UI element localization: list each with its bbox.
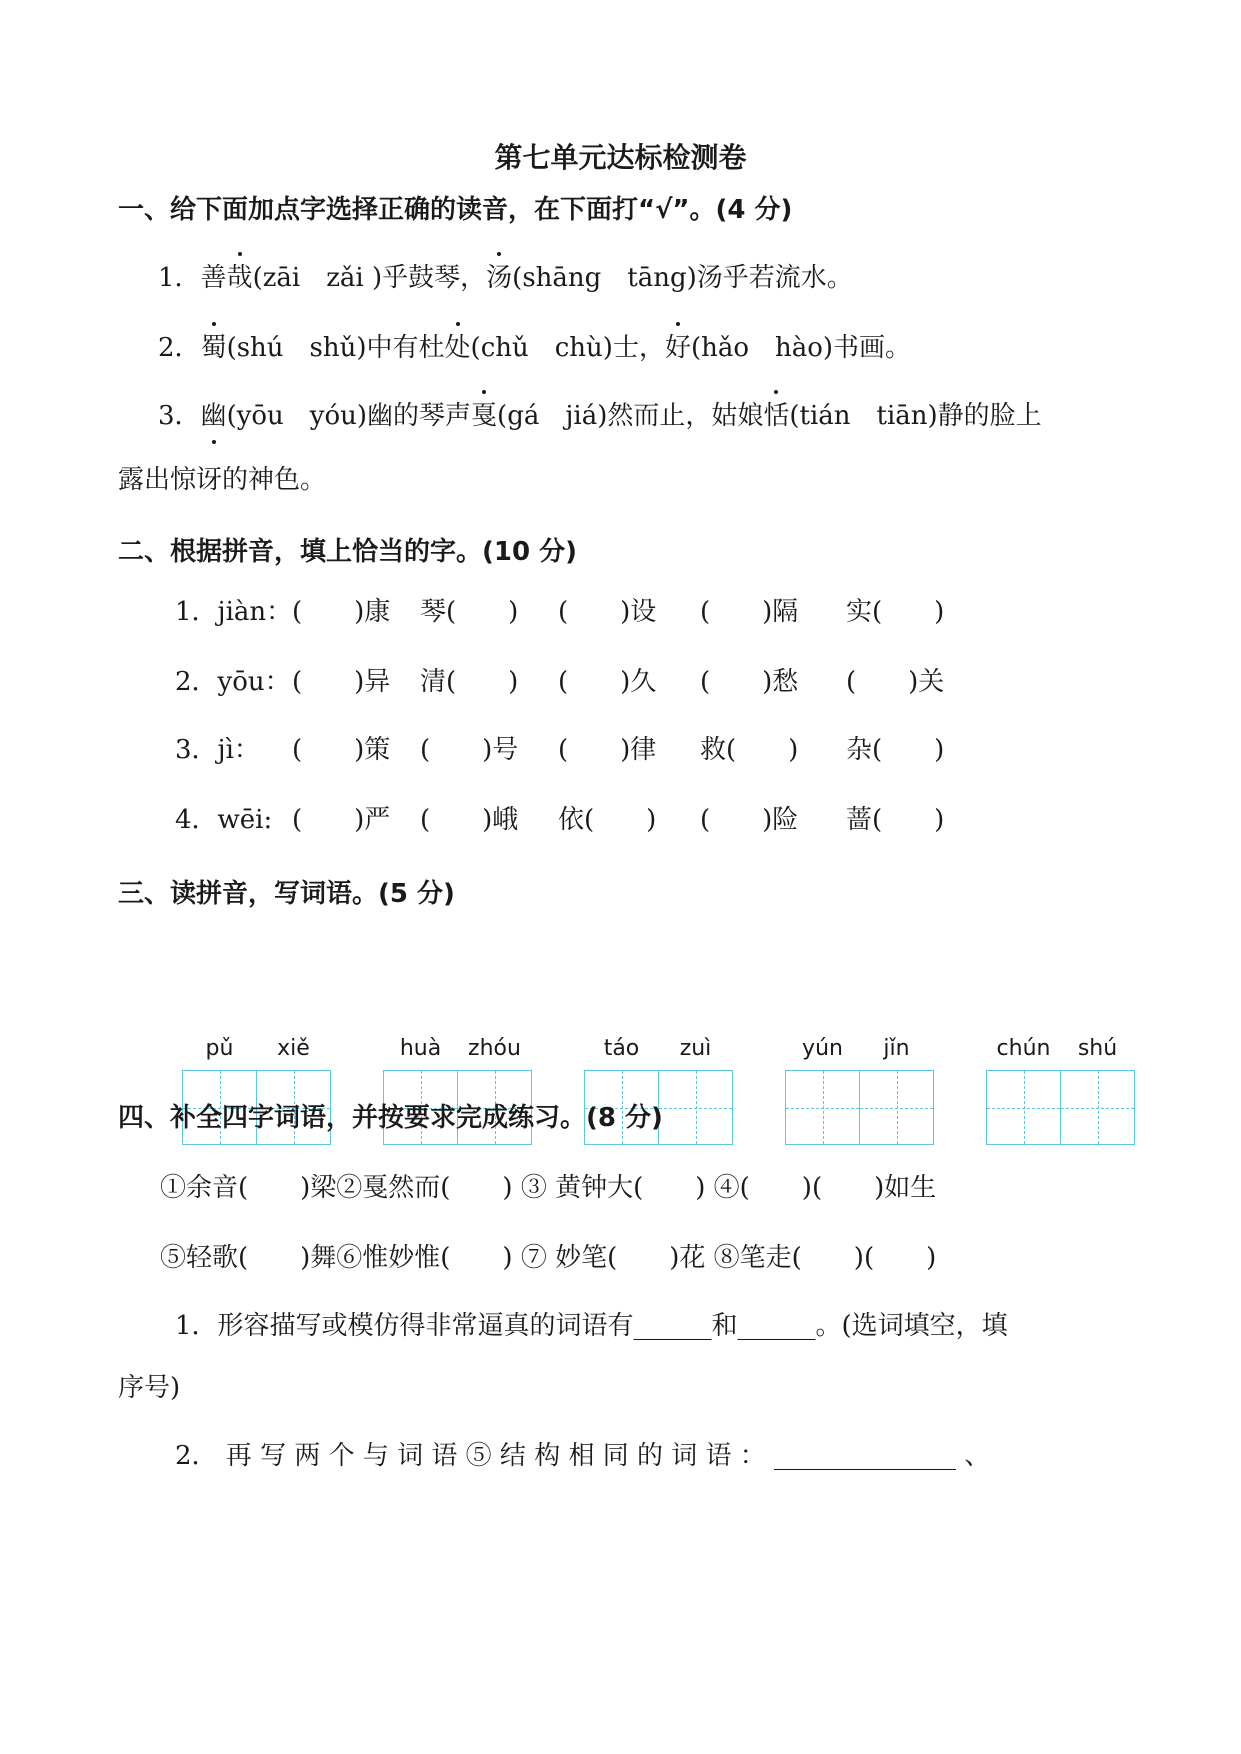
guide-line-horizontal bbox=[659, 1108, 732, 1109]
fill-blank-cell[interactable]: 蔷( ) bbox=[846, 805, 945, 835]
idiom-row-2: ⑤轻歌( )舞⑥惟妙惟( ) ⑦ 妙笔( )花 ⑧笔走( )( ) bbox=[160, 1243, 937, 1273]
fill-blank-cell[interactable]: ( )隔 bbox=[700, 597, 799, 627]
s1-line-3 bbox=[158, 396, 1042, 436]
s1-line-2 bbox=[158, 328, 911, 368]
s1-l3-text-c: (gá jiá)然而止，姑娘 bbox=[497, 401, 764, 431]
section-3-heading bbox=[118, 874, 455, 914]
guide-line-horizontal bbox=[860, 1108, 933, 1109]
fill-blank-cell[interactable]: ( )险 bbox=[700, 805, 799, 835]
pinyin-label: shú bbox=[1077, 1036, 1118, 1061]
pinyin-label: huà bbox=[399, 1036, 442, 1061]
fill-blank-cell[interactable]: ( )号 bbox=[420, 735, 519, 765]
writing-box[interactable] bbox=[785, 1070, 860, 1145]
question-1-cont: 序号) bbox=[118, 1373, 181, 1403]
fill-row-label: 2．yōu： bbox=[175, 667, 291, 697]
fill-blank-cell[interactable]: ( )设 bbox=[558, 597, 657, 627]
dotted-char: 戛 bbox=[471, 396, 497, 436]
fill-blank-cell[interactable]: 依( ) bbox=[558, 805, 657, 835]
fill-blank-cell[interactable]: 杂( ) bbox=[846, 735, 945, 765]
s1-line-4: 露出惊讶的神色。 bbox=[118, 465, 327, 495]
fill-blank-cell[interactable]: 实( ) bbox=[846, 597, 945, 627]
pinyin-label: chún bbox=[996, 1036, 1051, 1061]
guide-line-horizontal bbox=[987, 1108, 1060, 1109]
section-1-title: 一、给下面加点字选择正确的读音，在下面打“√”。(4 分) bbox=[118, 195, 793, 225]
dotted-char: 蜀 bbox=[201, 328, 227, 368]
s1-l3-text-e: (tián tiān)静的脸上 bbox=[789, 401, 1042, 431]
s1-l1-text-a: 1．善 bbox=[158, 263, 227, 293]
fill-blank-cell[interactable]: ( )康 bbox=[292, 597, 391, 627]
fill-blank-cell[interactable]: 清( ) bbox=[420, 667, 519, 697]
s1-l2-text-b: (shú shǔ)中有杜 bbox=[226, 333, 445, 363]
s1-line-1 bbox=[158, 258, 853, 298]
fill-blank-cell[interactable]: ( )关 bbox=[846, 667, 945, 697]
page-title: 第七单元达标检测卷 bbox=[494, 141, 747, 174]
pinyin-label: táo bbox=[603, 1036, 640, 1061]
fill-row-label: 3．jì： bbox=[175, 735, 260, 765]
fill-blank-cell[interactable]: 琴( ) bbox=[420, 597, 519, 627]
section-1-heading bbox=[118, 190, 792, 230]
pinyin-label: zhóu bbox=[468, 1036, 521, 1061]
question-2: 2． 再 写 两 个 与 词 语 ⑤ 结 构 相 同 的 词 语 ： ______________ 、 bbox=[175, 1441, 991, 1471]
guide-line-horizontal bbox=[786, 1108, 859, 1109]
s1-l2-text-c: (chǔ chù)士， bbox=[470, 333, 665, 363]
fill-blank-cell[interactable]: ( )策 bbox=[292, 735, 391, 765]
idiom-row-1: ①余音( )梁②戛然而( ) ③ 黄钟大( ) ④( )( )如生 bbox=[160, 1173, 937, 1203]
question-1: 1．形容描写或模仿得非常逼真的词语有______和______。(选词填空，填 bbox=[175, 1311, 1008, 1341]
s1-l3-text-b: (yōu yóu)幽的琴声 bbox=[226, 401, 472, 431]
section-2-title: 二、根据拼音，填上恰当的字。(10 分) bbox=[118, 537, 577, 567]
dotted-char: 处 bbox=[445, 328, 471, 368]
dotted-char: 恬 bbox=[763, 396, 789, 436]
writing-box[interactable] bbox=[986, 1070, 1061, 1145]
fill-blank-cell[interactable]: ( )峨 bbox=[420, 805, 519, 835]
pinyin-label: jǐn bbox=[883, 1036, 910, 1061]
section-4-title: 四、补全四字词语，并按要求完成练习。(8 分) bbox=[118, 1103, 663, 1133]
writing-box[interactable] bbox=[859, 1070, 934, 1145]
section-2-heading bbox=[118, 532, 577, 572]
pinyin-label: yún bbox=[802, 1036, 843, 1061]
fill-blank-cell[interactable]: ( )严 bbox=[292, 805, 391, 835]
s1-l1-text-c: (shāng tāng)汤乎若流水。 bbox=[512, 263, 853, 293]
s1-l1-text-b: (zāi zǎi )乎鼓琴， bbox=[252, 263, 487, 293]
fill-blank-cell[interactable]: 救( ) bbox=[700, 735, 799, 765]
writing-box[interactable] bbox=[1060, 1070, 1135, 1145]
s1-l2-text-e: (hǎo hào)书画。 bbox=[690, 333, 912, 363]
guide-line-horizontal bbox=[1061, 1108, 1134, 1109]
writing-box[interactable] bbox=[658, 1070, 733, 1145]
fill-row-label: 1．jiàn： bbox=[175, 597, 293, 627]
section-4-heading bbox=[118, 1098, 663, 1138]
fill-row-label: 4．wēi: bbox=[175, 805, 273, 835]
pinyin-label: xiě bbox=[277, 1036, 310, 1061]
section-3-title: 三、读拼音，写词语。(5 分) bbox=[118, 879, 455, 909]
dotted-char: 幽 bbox=[201, 396, 227, 436]
fill-blank-cell[interactable]: ( )律 bbox=[558, 735, 657, 765]
dotted-char: 哉 bbox=[227, 258, 253, 298]
fill-blank-cell[interactable]: ( )愁 bbox=[700, 667, 799, 697]
s1-l2-text-a: 2． bbox=[158, 333, 201, 363]
fill-blank-cell[interactable]: ( )异 bbox=[292, 667, 391, 697]
s1-l3-text-a: 3． bbox=[158, 401, 201, 431]
dotted-char: 好 bbox=[665, 328, 691, 368]
pinyin-label: zuì bbox=[679, 1036, 712, 1061]
fill-blank-cell[interactable]: ( )久 bbox=[558, 667, 657, 697]
dotted-char: 汤 bbox=[486, 258, 512, 298]
pinyin-label: pǔ bbox=[205, 1036, 234, 1061]
